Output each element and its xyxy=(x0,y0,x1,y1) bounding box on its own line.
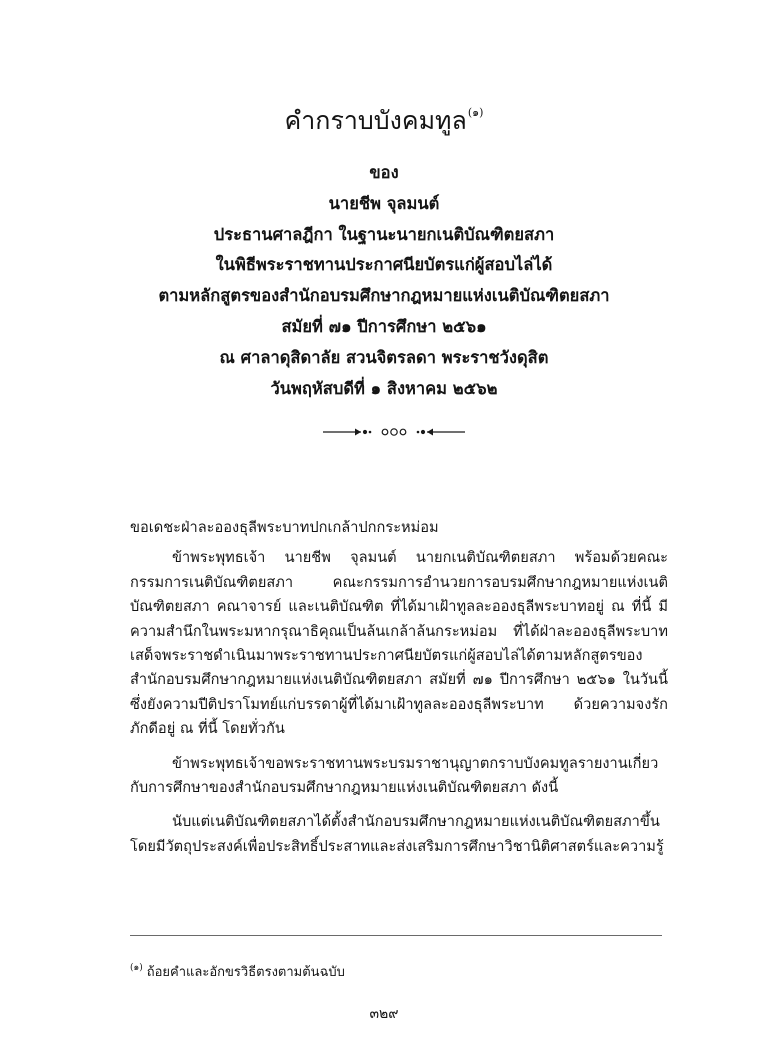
body-paragraph: ข้าพระพุทธเจ้าขอพระราชทานพระบรมราชานุญาตกราบบังคมทูลรายงานเกี่ยวกับการศึกษาของสำนักอบรมศึกษากฎหมายแห่งเนติบัณฑิตยสภา ดังนี้ xyxy=(130,754,659,797)
footnote-text: ถ้อยคำและอักขรวิธีตรงตามต้นฉบับ xyxy=(146,965,345,980)
footnote-divider xyxy=(130,935,662,936)
footnote-marker: (๑) xyxy=(130,963,143,973)
heading-line-ceremony: ในพิธีพระราชทานประกาศนียบัตรแก่ผู้สอบไล่ได้ xyxy=(215,255,553,275)
heading-line-date: วันพฤหัสบดีที่ ๑ สิงหาคม ๒๕๖๒ xyxy=(270,378,498,398)
title-text: คำกราบบังคมทูล xyxy=(284,106,467,135)
footnote xyxy=(130,958,345,983)
heading-line-of: ของ xyxy=(369,163,399,182)
heading-block xyxy=(0,158,768,404)
speech-body xyxy=(130,516,668,869)
heading-line-name: นายชีพ จุลมนต์ xyxy=(328,193,440,213)
heading-line-position: ประธานศาลฎีกา ในฐานะนายกเนติบัณฑิตยสภา xyxy=(213,224,555,244)
page-number: ๓๒๙ xyxy=(369,1006,399,1022)
body-paragraph: นับแต่เนติบัณฑิตยสภาได้ตั้งสำนักอบรมศึกษากฎหมายแห่งเนติบัณฑิตยสภาขึ้นโดยมีวัตถุประสงค์เพื่อประสิทธิ์ประสาทและส่งเสริมการศึกษาวิชานิติศาสตร์และความรู้ xyxy=(130,813,664,855)
body-paragraph: ข้าพระพุทธเจ้า นายชีพ จุลมนต์ นายกเนติบัณฑิตยสภา พร้อมด้วยคณะกรรมการเนติบัณฑิตยสภา คณะกรรมการอำนวยการอบรมศึกษากฎหมายแห่งเนติบัณฑิตยสภา คณาจารย์ และเนติบัณฑิต ที่ได้มาเฝ้าทูลละอองธุลีพระบาทอยู่ ณ ที่นี้ มีความสำนึกในพระมหากรุณาธิคุณเป็นล้นเกล้าล้นกระหม่อม ที่ได้ฝ่าละอองธุลีพระบาทเสด็จพระราชดำเนินมาพระราชทานประกาศนียบัตรแก่ผู้สอบไล่ได้ตามหลักสูตรของสำนักอบรมศึกษากฎหมายแห่งเนติบัณฑิตยสภา สมัยที่ ๗๑ ปีการศึกษา ๒๕๖๑ ในวันนี้ ซึ่งยังความปีติปราโมทย์แก่บรรดาผู้ที่ได้มาเฝ้าทูลละอองธุลีพระบาท ด้วยความจงรักภักดีอยู่ ณ ที่นี้ โดยทั่วกัน xyxy=(130,549,668,738)
salutation: ขอเดชะฝ่าละอองธุลีพระบาทปกเกล้าปกกระหม่อม xyxy=(130,519,439,536)
heading-line-session: สมัยที่ ๗๑ ปีการศึกษา ๒๕๖๑ xyxy=(281,316,487,336)
page-title xyxy=(0,96,768,138)
title-footnote-marker: (๑) xyxy=(467,106,484,119)
heading-line-venue: ณ ศาลาดุสิดาลัย สวนจิตรลดา พระราชวังดุสิต xyxy=(219,347,549,367)
ornament-divider xyxy=(319,424,469,440)
heading-line-curriculum: ตามหลักสูตรของสำนักอบรมศึกษากฎหมายแห่งเนติบัณฑิตยสภา xyxy=(158,286,610,306)
